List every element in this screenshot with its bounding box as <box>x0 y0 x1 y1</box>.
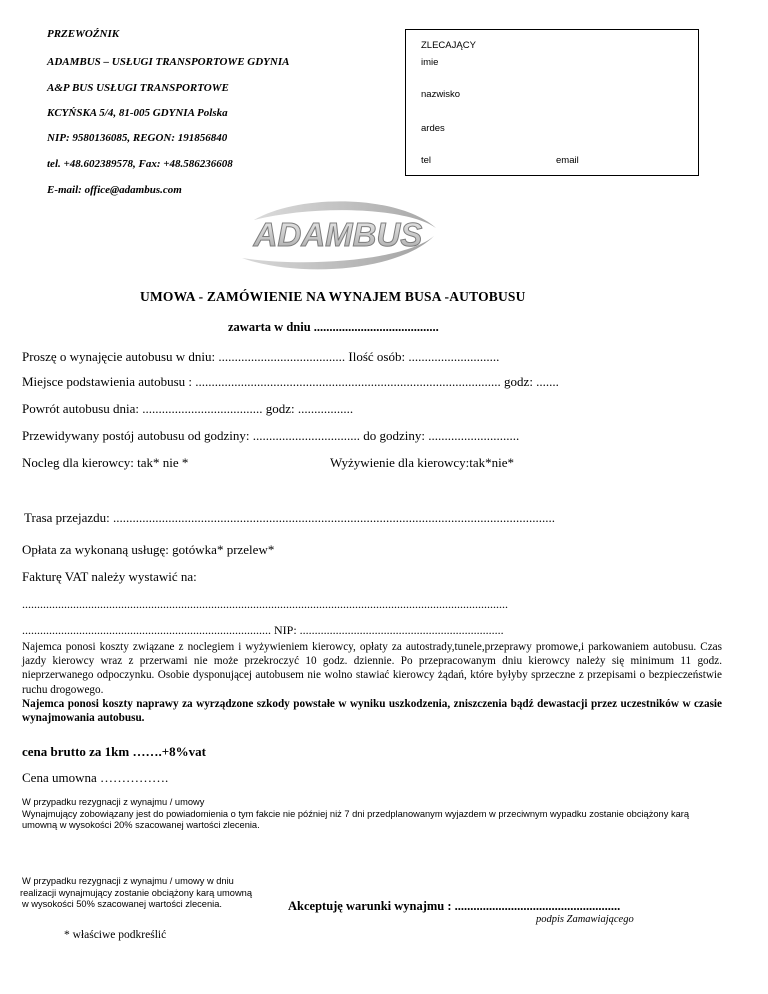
client-email-field[interactable]: email <box>556 155 579 166</box>
payment-method[interactable]: Opłata za wykonaną usługę: gotówka* przelew* <box>22 542 275 557</box>
pickup-place-time[interactable]: Miejsce podstawienia autobusu : .............................................................................................. godz: ....... <box>22 374 559 389</box>
carrier-name-2: A&P BUS USŁUGI TRANSPORTOWE <box>47 82 229 94</box>
document-title: UMOWA - ZAMÓWIENIE NA WYNAJEM BUSA -AUTOBUSU <box>140 289 526 304</box>
cancellation-heading: W przypadku rezygnacji z wynajmu / umowy <box>22 797 205 807</box>
logo-text: ADAMBUS <box>253 216 423 253</box>
client-name-field[interactable]: imie <box>421 57 439 68</box>
invoice-line-1[interactable]: .................................................................................................................................................................. <box>22 597 508 611</box>
return-date-time[interactable]: Powrót autobusu dnia: ..................................... godz: ................. <box>22 401 354 416</box>
carrier-heading: PRZEWOŹNIK <box>47 28 120 40</box>
stop-hours[interactable]: Przewidywany postój autobusu od godziny: ................................. do godziny: ............................ <box>22 428 520 443</box>
client-box <box>405 29 699 176</box>
costs-paragraph: Najemca ponosi koszty związane z noclegiem i wyżywieniem kierowcy, opłaty za autostrady,tunele,przeprawy promowe,i parkowaniem autobusu. Czas jazdy kierowcy wraz z przerwami nie może przekroczyć 10 godz. dziennie. Po przepracowanym dniu kierowcy należy się minimum 11 godz. nieprzerwanego odpoczynku. Osobie dysponującej autobusem nie wolno stawiać kierowcy żądań, które byłyby sprzeczne z przepisami o bezpieczeństwie ruchu drogowego. <box>22 641 722 696</box>
footnote: * właściwe podkreślić <box>64 929 167 941</box>
route-field[interactable]: Trasa przejazdu: ........................................................................................................................................ <box>24 510 556 525</box>
sameday-cancellation-notice <box>20 876 290 911</box>
concluded-date[interactable]: zawarta w dniu ........................................ <box>228 320 439 334</box>
price-per-km[interactable]: cena brutto za 1km …….+8%vat <box>22 744 206 759</box>
client-tel-field[interactable]: tel <box>421 155 432 166</box>
carrier-address: KCYŃSKA 5/4, 81-005 GDYNIA Polska <box>47 107 228 119</box>
invoice-label: Fakturę VAT należy wystawić na: <box>22 569 197 584</box>
accept-terms-signature[interactable]: Akceptuję warunki wynajmu : ..................................................... <box>288 899 621 913</box>
cancellation-text: Wynajmujący zobowiązany jest do powiadomienia o tym fakcie nie później niż 7 dni przedplanowanym wyjazdem w przeciwnym wypadku zostanie obciążony karą umowną w wysokości 20% szacowanej wartości zlecenia. <box>22 808 690 831</box>
cancellation-notice <box>22 797 722 832</box>
driver-meals[interactable]: Wyżywienie dla kierowcy:tak*nie* <box>330 455 515 470</box>
adambus-logo <box>238 198 438 272</box>
contract-price[interactable]: Cena umowna ……………. <box>22 770 169 785</box>
sameday-line-3: w wysokości 50% szacowanej wartości zlecenia. <box>22 899 222 910</box>
sameday-line-2: realizacji wynajmujący zostanie obciążony karą umowną <box>20 887 253 898</box>
driver-lodging[interactable]: Nocleg dla kierowcy: tak* nie * <box>22 455 189 470</box>
client-heading: ZLECAJĄCY <box>421 40 476 51</box>
carrier-name: ADAMBUS – USŁUGI TRANSPORTOWE GDYNIA <box>47 56 290 68</box>
client-surname-field[interactable]: nazwisko <box>421 89 461 100</box>
rental-date-quantity[interactable]: Proszę o wynajęcie autobusu w dniu: ....................................... Ilość osób: ............................ <box>22 349 500 364</box>
carrier-email: E-mail: office@adambus.com <box>47 184 182 196</box>
damage-paragraph: Najemca ponosi koszty naprawy za wyrządzone szkody powstałe w wyniku uszkodzenia, zniszczenia bądź dewastacji przez uczestników w czasie wynajmowania autobusu. <box>22 698 722 725</box>
signature-caption: podpis Zamawiającego <box>536 914 634 925</box>
client-address-field[interactable]: ardes <box>421 123 445 134</box>
sameday-line-1: W przypadku rezygnacji z wynajmu / umowy w dniu <box>22 876 234 886</box>
carrier-nip-regon: NIP: 9580136085, REGON: 191856840 <box>47 132 228 144</box>
invoice-line-2[interactable]: ................................................................................... NIP: .................................................................... <box>22 623 504 637</box>
carrier-phone-fax: tel. +48.602389578, Fax: +48.586236608 <box>47 158 233 170</box>
